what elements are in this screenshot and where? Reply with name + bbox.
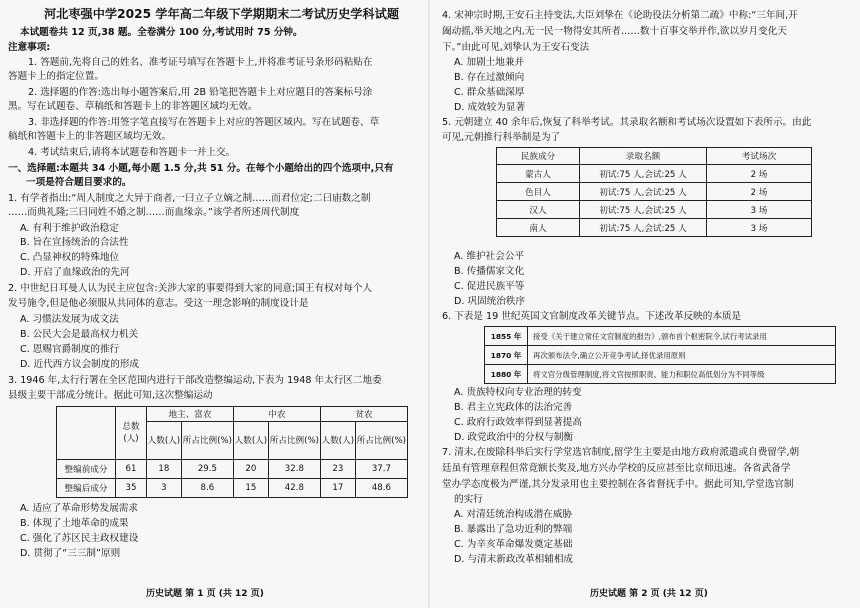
- page-2: [440, 0, 850, 608]
- table-cell: 蒙古人: [497, 165, 580, 183]
- row-label: 整编前成分: [57, 460, 116, 479]
- table-cell: 汉人: [497, 201, 580, 219]
- table-row: [485, 327, 836, 346]
- q4-stem: 阖动摇,举天地之内,无一民一物得安其所者……数十百事交举并作,欲以岁月变化天: [442, 26, 787, 37]
- q7-option-c: C. 为辛亥革命爆发奠定基础: [454, 539, 573, 550]
- q2-option-b: B. 公民大会是最高权力机关: [20, 329, 139, 340]
- q4-stem: 下。”由此可见,刘挚认为王安石变法: [442, 42, 590, 53]
- q2-option-c: C. 恩赐官爵制度的推行: [20, 344, 120, 355]
- table-cell: 15: [233, 479, 268, 498]
- q2-option-a: A. 习惯法发展为成文法: [20, 314, 119, 325]
- q1-stem: 1. 有学者指出:“周人制度之大异于商者,一曰立子立嫡之制……而君位定;二曰庙数之制: [8, 193, 371, 204]
- note-line: 2. 选择题的作答:选出每小题答案后,用 2B 铅笔把答题卡上对应题目的答案标号涂: [28, 87, 373, 98]
- table-row: [485, 365, 836, 384]
- q3-sub-header: 人数(人): [320, 422, 355, 460]
- note-line: 3. 非选择题的作答:用签字笔直接写在答题卡上对应的答题区域内。写在试题卷、草: [28, 117, 380, 128]
- table-cell: 南人: [497, 219, 580, 237]
- page-footer: 历史试题 第 1 页 (共 12 页): [146, 589, 264, 599]
- row-label: 整编后成分: [57, 479, 116, 498]
- table-cell: 35: [116, 479, 147, 498]
- q5-option-c: C. 促进民族平等: [454, 281, 525, 292]
- q5-table-header: 考试场次: [707, 148, 812, 165]
- q5-table-header: 录取名额: [580, 148, 707, 165]
- q3-sub-header: 人数(人): [147, 422, 182, 460]
- q7-stem: 的实行: [454, 494, 483, 505]
- q7-stem: 7. 清末,在废除科举后实行学堂选官制度,留学生主要是由地方政府派遣或自费留学,朝: [442, 447, 800, 458]
- q4-option-a: A. 加剧土地兼并: [454, 57, 525, 68]
- table-cell: 3: [147, 479, 182, 498]
- q5-option-b: B. 传播儒家文化: [454, 266, 525, 277]
- table-cell: 61: [116, 460, 147, 479]
- table-cell: 17: [320, 479, 355, 498]
- note-line: 答题卡上的指定位置。: [8, 71, 104, 82]
- table-cell: 色目人: [497, 183, 580, 201]
- note-line: 黑。写在试题卷、草稿纸和答题卡上的非答题区域均无效。: [8, 101, 258, 112]
- q2-option-d: D. 近代西方议会制度的形成: [20, 359, 140, 370]
- q3-sub-header: 人数(人): [233, 422, 268, 460]
- q3-option-d: D. 贯彻了“三三制”原则: [20, 548, 121, 559]
- table-row: [497, 219, 812, 237]
- q2-stem: 2. 中世纪日耳曼人认为民主应包含:关涉大家的事要得到大家的同意;国王有权对每个人: [8, 283, 373, 294]
- event-cell: 接受《关于建立常任文官制度的报告》,颁布首个枢密院令,试行考试录用: [528, 327, 836, 346]
- page-fold: [428, 0, 430, 608]
- q1-option-a: A. 有利于维护政治稳定: [20, 223, 119, 234]
- q1-stem: ……而典礼隆;三曰同姓不婚之制……而血缘亲。”该学者所述周代制度: [8, 207, 300, 218]
- q3-sub-header: 所占比例(%): [355, 422, 407, 460]
- table-cell: 32.8: [268, 460, 320, 479]
- table-cell: 48.6: [355, 479, 407, 498]
- q4-option-d: D. 成效较为显著: [454, 102, 526, 113]
- q6-stem: 6. 下表是 19 世纪英国文官制度改革关键节点。下述改革反映的本质是: [442, 311, 742, 322]
- table-cell: 初试:75 人,会试:25 人: [580, 165, 707, 183]
- page-footer: 历史试题 第 2 页 (共 12 页): [590, 589, 708, 599]
- table-cell: 23: [320, 460, 355, 479]
- q7-option-b: B. 暴露出了急功近利的弊端: [454, 524, 573, 535]
- q5-table: [496, 147, 812, 237]
- q7-option-d: D. 与清末新政改革相辅相成: [454, 554, 574, 565]
- q2-stem: 发号施令,但是他必须服从共同体的意志。受这一理念影响的制度设计是: [8, 298, 309, 309]
- table-row: [485, 346, 836, 365]
- table-cell: 3 场: [707, 219, 812, 237]
- q3-option-c: C. 强化了苏区民主政权建设: [20, 533, 139, 544]
- table-cell: 42.8: [268, 479, 320, 498]
- q1-option-b: B. 旨在宣扬统治的合法性: [20, 237, 129, 248]
- q7-stem: 廷虽有管理章程但常竟额长奖及,地方兴办学校的反应甚至比京师迅速。各省武备学: [442, 463, 791, 474]
- q3-stem: 3. 1946 年,太行行署在全区范围内进行干部改造整编运动,下表为 1948 年太行区二地委: [8, 375, 382, 386]
- q7-stem: 堂办学态度极为严谨,其分发录用也主要控制在各省督抚手中。据此可知,学堂选官制: [442, 479, 794, 490]
- table-cell: 29.5: [181, 460, 233, 479]
- table-cell: 37.7: [355, 460, 407, 479]
- q3-group-header: 中农: [233, 407, 320, 422]
- notes-heading: 注意事项:: [8, 42, 51, 53]
- table-cell: 20: [233, 460, 268, 479]
- q3-sub-header: 所占比例(%): [181, 422, 233, 460]
- q5-stem: 可见,元朝推行科举制是为了: [442, 132, 561, 143]
- exam-info: 本试题卷共 12 页,38 题。全卷满分 100 分,考试用时 75 分钟。: [20, 27, 303, 38]
- q7-option-a: A. 对清廷统治构成潜在威胁: [454, 509, 573, 520]
- table-row: [57, 479, 408, 498]
- note-line: 1. 答题前,先将自己的姓名、准考证号填写在答题卡上,并将准考证号条形码粘贴在: [28, 57, 373, 68]
- q3-sub-header: 所占比例(%): [268, 422, 320, 460]
- table-cell: 3 场: [707, 201, 812, 219]
- q6-option-a: A. 贵族特权向专业治理的转变: [454, 387, 582, 398]
- q3-total-header: 总数(人): [116, 407, 147, 460]
- table-cell: 初试:75 人,会试:25 人: [580, 201, 707, 219]
- q5-stem: 5. 元朝建立 40 余年后,恢复了科举考试。其录取名额和考试场次设置如下表所示。由此: [442, 117, 812, 128]
- q1-option-d: D. 开启了血缘政治的先河: [20, 267, 130, 278]
- table-row: [497, 165, 812, 183]
- table-cell: 初试:75 人,会试:25 人: [580, 183, 707, 201]
- section-heading: 一项是符合题目要求的。: [26, 177, 132, 188]
- q3-option-a: A. 适应了革命形势发展需求: [20, 503, 139, 514]
- table-row: [497, 183, 812, 201]
- q5-option-d: D. 巩固统治秩序: [454, 296, 526, 307]
- q3-group-header: 地主、富农: [147, 407, 234, 422]
- table-cell: 18: [147, 460, 182, 479]
- q4-stem: 4. 宋神宗时期,王安石主持变法,大臣刘挚在《论助役法分析第二疏》中称:“三年间,开: [442, 10, 798, 21]
- q6-option-c: C. 政府行政效率得到显著提高: [454, 417, 582, 428]
- note-line: 4. 考试结束后,请将本试题卷和答题卡一并上交。: [28, 147, 236, 158]
- event-cell: 将文官分级管理制度,将文官按照职责、能力和职位高低划分为不同等级: [528, 365, 836, 384]
- table-cell: 2 场: [707, 165, 812, 183]
- note-line: 稿纸和答题卡上的非答题区域均无效。: [8, 131, 172, 142]
- q1-option-c: C. 凸显神权的特殊地位: [20, 252, 120, 263]
- q6-table: [484, 326, 836, 384]
- section-heading: 一、选择题:本题共 34 小题,每小题 1.5 分,共 51 分。在每个小题给出的四个选项中,只有: [8, 163, 394, 174]
- q3-group-header: 贫农: [320, 407, 407, 422]
- q6-option-d: D. 政党政治中的分权与制衡: [454, 432, 574, 443]
- q5-option-a: A. 维护社会公平: [454, 251, 525, 262]
- q4-option-c: C. 群众基础深厚: [454, 87, 525, 98]
- q3-option-b: B. 体现了土地革命的成果: [20, 518, 129, 529]
- table-row: [57, 460, 408, 479]
- q3-stem: 县级主要干部成分统计。据此可知,这次整编运动: [8, 390, 213, 401]
- year-cell: 1880 年: [485, 365, 528, 384]
- table-row: [497, 201, 812, 219]
- q6-option-b: B. 君主立宪政体的法治完善: [454, 402, 573, 413]
- table-cell: 初试:75 人,会试:25 人: [580, 219, 707, 237]
- event-cell: 再次颁布法令,确立公开竞争考试,择优录用原则: [528, 346, 836, 365]
- q3-table: [56, 406, 408, 498]
- table-cell: 2 场: [707, 183, 812, 201]
- table-cell: 8.6: [181, 479, 233, 498]
- page-1: [6, 0, 420, 608]
- q5-table-header: 民族成分: [497, 148, 580, 165]
- year-cell: 1855 年: [485, 327, 528, 346]
- q4-option-b: B. 存在过激倾向: [454, 72, 525, 83]
- year-cell: 1870 年: [485, 346, 528, 365]
- exam-title: 河北枣强中学2025 学年高二年级下学期期末二考试历史学科试题: [44, 7, 400, 21]
